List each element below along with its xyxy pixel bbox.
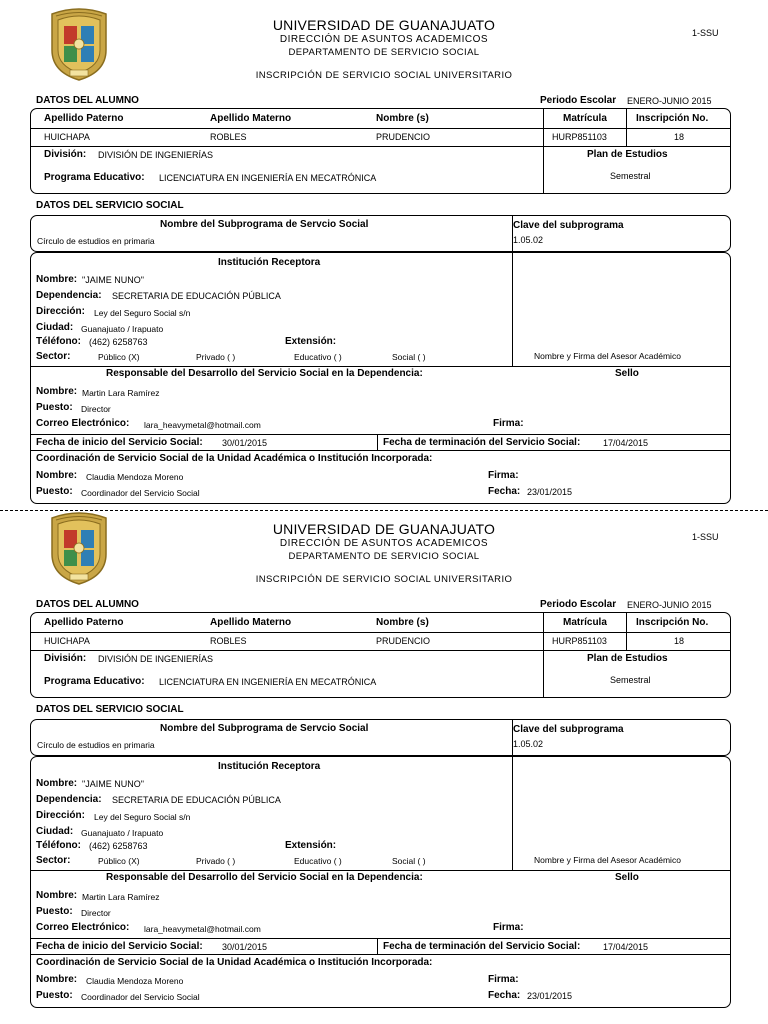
periodo-label: Periodo Escolar [540, 95, 617, 106]
ciudad-value: Guanajuato / Irapuato [81, 324, 164, 334]
periodo-label: Periodo Escolar [540, 599, 617, 610]
dependencia-value: SECRETARIA DE EDUCACIÓN PÚBLICA [112, 795, 281, 805]
direccion-value: Ley del Seguro Social s/n [94, 308, 191, 318]
apellido-materno-label: Apellido Materno [210, 113, 292, 124]
correo-value: lara_heavymetal@hotmail.com [144, 924, 261, 934]
division-value: DIVISIÓN DE INGENIERÍAS [98, 654, 214, 664]
apellido-materno-value: ROBLES [210, 636, 247, 646]
subprograma-value: Círculo de estudios en primaria [37, 236, 155, 246]
fecha-label: Fecha: [488, 990, 521, 1001]
inicio-value: 30/01/2015 [222, 942, 268, 952]
inscripcion-label: Inscripción No. [636, 113, 709, 124]
matricula-label: Matrícula [563, 617, 607, 628]
alumno-section-title: DATOS DEL ALUMNO [36, 599, 139, 610]
puesto-label: Puesto: [36, 906, 73, 917]
termino-value: 17/04/2015 [603, 942, 649, 952]
coord-puesto-label: Puesto: [36, 486, 73, 497]
responsable-label: Responsable del Desarrollo del Servicio Social en la Dependencia: [106, 368, 423, 379]
apellido-materno-label: Apellido Materno [210, 617, 292, 628]
puesto-label: Puesto: [36, 402, 73, 413]
coord-label: Coordinación de Servicio Social de la Unidad Académica o Institución Incorporada: [36, 957, 433, 968]
programa-label: Programa Educativo: [44, 172, 145, 183]
telefono-value: (462) 6258763 [89, 337, 148, 347]
dependencia-label: Dependencia: [36, 794, 102, 805]
direccion-label: Dirección: [36, 810, 85, 821]
termino-value: 17/04/2015 [603, 438, 649, 448]
inscripcion-value: 18 [674, 132, 685, 142]
correo-label: Correo Electrónico: [36, 922, 130, 933]
correo-label: Correo Electrónico: [36, 418, 130, 429]
nombre-label: Nombre (s) [376, 113, 429, 124]
coord-nombre-label: Nombre: [36, 974, 78, 985]
sello-label: Sello [615, 368, 639, 379]
coord-puesto-value: Coordinador del Servicio Social [81, 992, 200, 1002]
firma-label: Firma: [493, 922, 524, 933]
coord-puesto-label: Puesto: [36, 990, 73, 1001]
form-code: 1-SSU [692, 28, 719, 38]
sector-privado: Privado ( ) [196, 856, 236, 866]
inst-nombre-value: "JAIME NUNO" [82, 779, 144, 789]
inst-nombre-value: "JAIME NUNO" [82, 275, 144, 285]
termino-label: Fecha de terminación del Servicio Social: [383, 437, 581, 448]
form-code: 1-SSU [692, 532, 719, 542]
sector-educativo: Educativo ( ) [294, 352, 342, 362]
resp-nombre-label: Nombre: [36, 386, 78, 397]
telefono-value: (462) 6258763 [89, 841, 148, 851]
ciudad-value: Guanajuato / Irapuato [81, 828, 164, 838]
periodo-value: ENERO-JUNIO 2015 [627, 96, 712, 106]
matricula-value: HURP851103 [552, 636, 607, 646]
plan-value: Semestral [610, 675, 651, 685]
programa-value: LICENCIATURA EN INGENIERÍA EN MECATRÓNICA [159, 677, 377, 687]
clave-label: Clave del subprograma [513, 220, 624, 231]
coord-puesto-value: Coordinador del Servicio Social [81, 488, 200, 498]
direccion-value: Ley del Seguro Social s/n [94, 812, 191, 822]
subprograma-label: Nombre del Subprograma de Servcio Social [160, 219, 369, 230]
university-name: UNIVERSIDAD DE GUANAJUATO [272, 521, 496, 537]
apellido-paterno-value: HUICHAPA [44, 636, 90, 646]
telefono-label: Téléfono: [36, 336, 81, 347]
fecha-value: 23/01/2015 [527, 487, 573, 497]
inicio-label: Fecha de inicio del Servicio Social: [36, 941, 203, 952]
direction-name: DIRECCIÓN DE ASUNTOS ACADEMICOS [279, 34, 489, 45]
fecha-value: 23/01/2015 [527, 991, 573, 1001]
periodo-value: ENERO-JUNIO 2015 [627, 600, 712, 610]
fecha-label: Fecha: [488, 486, 521, 497]
form-title: INSCRIPCIÓN DE SERVICIO SOCIAL UNIVERSITARIO [255, 574, 513, 585]
puesto-value: Director [81, 908, 111, 918]
inscripcion-label: Inscripción No. [636, 617, 709, 628]
extension-label: Extensión: [285, 336, 337, 347]
coord-firma-label: Firma: [488, 470, 519, 481]
alumno-section-title: DATOS DEL ALUMNO [36, 95, 139, 106]
inscripcion-value: 18 [674, 636, 685, 646]
direccion-label: Dirección: [36, 306, 85, 317]
inst-nombre-label: Nombre: [36, 274, 78, 285]
ciudad-label: Ciudad: [36, 826, 74, 837]
firma-label: Firma: [493, 418, 524, 429]
dependencia-value: SECRETARIA DE EDUCACIÓN PÚBLICA [112, 291, 281, 301]
nombre-value: PRUDENCIO [376, 132, 431, 142]
division-label: División: [44, 149, 87, 160]
apellido-paterno-label: Apellido Paterno [44, 113, 124, 124]
clave-value: 1.05.02 [513, 235, 544, 245]
sector-publico: Público (X) [98, 352, 140, 362]
resp-nombre-label: Nombre: [36, 890, 78, 901]
sector-social: Social ( ) [392, 856, 426, 866]
coord-nombre-label: Nombre: [36, 470, 78, 481]
sector-social: Social ( ) [392, 352, 426, 362]
inicio-value: 30/01/2015 [222, 438, 268, 448]
matricula-value: HURP851103 [552, 132, 607, 142]
asesor-label: Nombre y Firma del Asesor Académico [534, 351, 681, 361]
coord-label: Coordinación de Servicio Social de la Unidad Académica o Institución Incorporada: [36, 453, 433, 464]
programa-label: Programa Educativo: [44, 676, 145, 687]
inicio-label: Fecha de inicio del Servicio Social: [36, 437, 203, 448]
sector-label: Sector: [36, 855, 71, 866]
subprograma-box [30, 719, 731, 756]
dependencia-label: Dependencia: [36, 290, 102, 301]
university-name: UNIVERSIDAD DE GUANAJUATO [272, 17, 496, 33]
servicio-section-title: DATOS DEL SERVICIO SOCIAL [36, 200, 184, 211]
coord-firma-label: Firma: [488, 974, 519, 985]
form-copy [0, 0, 768, 504]
inst-nombre-label: Nombre: [36, 778, 78, 789]
subprograma-box [30, 215, 731, 252]
extension-label: Extensión: [285, 840, 337, 851]
coord-nombre-value: Claudia Mendoza Moreno [86, 472, 184, 482]
division-value: DIVISIÓN DE INGENIERÍAS [98, 150, 214, 160]
nombre-label: Nombre (s) [376, 617, 429, 628]
termino-label: Fecha de terminación del Servicio Social: [383, 941, 581, 952]
institucion-label: Institución Receptora [218, 761, 321, 772]
apellido-paterno-value: HUICHAPA [44, 132, 90, 142]
subprograma-value: Círculo de estudios en primaria [37, 740, 155, 750]
sector-label: Sector: [36, 351, 71, 362]
asesor-label: Nombre y Firma del Asesor Académico [534, 855, 681, 865]
sector-privado: Privado ( ) [196, 352, 236, 362]
apellido-paterno-label: Apellido Paterno [44, 617, 124, 628]
institucion-label: Institución Receptora [218, 257, 321, 268]
subprograma-label: Nombre del Subprograma de Servcio Social [160, 723, 369, 734]
servicio-section-title: DATOS DEL SERVICIO SOCIAL [36, 704, 184, 715]
matricula-label: Matrícula [563, 113, 607, 124]
department-name: DEPARTAMENTO DE SERVICIO SOCIAL [288, 47, 480, 58]
programa-value: LICENCIATURA EN INGENIERÍA EN MECATRÓNICA [159, 173, 377, 183]
ciudad-label: Ciudad: [36, 322, 74, 333]
resp-nombre-value: Martin Lara Ramírez [82, 388, 160, 398]
puesto-value: Director [81, 404, 111, 414]
plan-label: Plan de Estudios [587, 149, 668, 160]
sector-educativo: Educativo ( ) [294, 856, 342, 866]
apellido-materno-value: ROBLES [210, 132, 247, 142]
clave-value: 1.05.02 [513, 739, 544, 749]
coord-nombre-value: Claudia Mendoza Moreno [86, 976, 184, 986]
sello-label: Sello [615, 872, 639, 883]
plan-label: Plan de Estudios [587, 653, 668, 664]
clave-label: Clave del subprograma [513, 724, 624, 735]
telefono-label: Téléfono: [36, 840, 81, 851]
sector-publico: Público (X) [98, 856, 140, 866]
division-label: División: [44, 653, 87, 664]
correo-value: lara_heavymetal@hotmail.com [144, 420, 261, 430]
responsable-label: Responsable del Desarrollo del Servicio Social en la Dependencia: [106, 872, 423, 883]
form-copy [0, 504, 768, 1008]
plan-value: Semestral [610, 171, 651, 181]
nombre-value: PRUDENCIO [376, 636, 431, 646]
resp-nombre-value: Martin Lara Ramírez [82, 892, 160, 902]
form-title: INSCRIPCIÓN DE SERVICIO SOCIAL UNIVERSITARIO [255, 70, 513, 81]
department-name: DEPARTAMENTO DE SERVICIO SOCIAL [288, 551, 480, 562]
direction-name: DIRECCIÓN DE ASUNTOS ACADEMICOS [279, 538, 489, 549]
